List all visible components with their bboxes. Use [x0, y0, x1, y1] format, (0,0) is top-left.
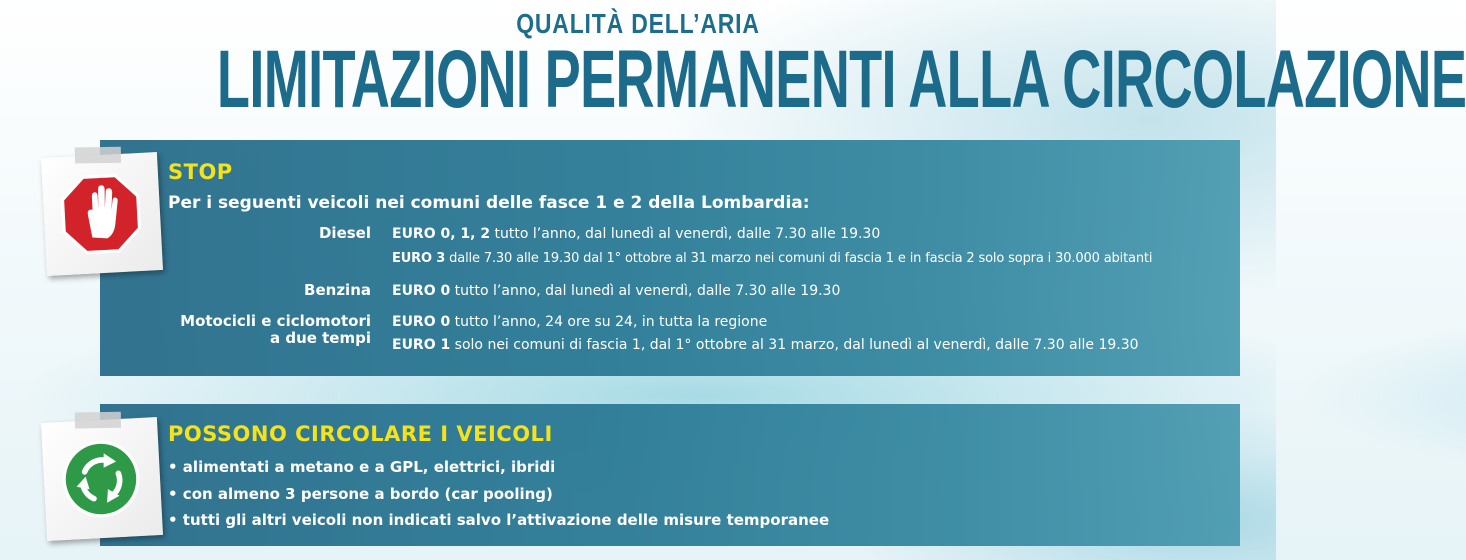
rule-diesel-euro3	[392, 251, 1152, 266]
rule-moto-euro0	[392, 314, 767, 330]
rule-diesel-euro012	[392, 226, 880, 242]
rule-text: solo nei comuni di fascia 1, dal 1° ottobre al 31 marzo, dal lunedì al venerdì, dalle 7.30 alle 19.30	[450, 337, 1139, 353]
rule-code: EURO 1	[392, 337, 451, 353]
rule-text: tutto l’anno, dal lunedì al venerdì, dalle 7.30 alle 19.30	[490, 226, 881, 242]
go-note	[41, 417, 163, 541]
tape	[75, 412, 121, 429]
category-motocicli-line2: a due tempi	[269, 329, 371, 347]
category-motocicli	[180, 313, 371, 347]
category-benzina: Benzina	[304, 281, 371, 299]
stop-subtitle: Per i seguenti veicoli nei comuni delle fasce 1 e 2 della Lombardia:	[168, 193, 810, 213]
tape	[75, 147, 121, 164]
rule-text: tutto l’anno, dal lunedì al venerdì, dalle 7.30 alle 19.30	[450, 283, 841, 299]
rule-code: EURO 0	[392, 314, 451, 330]
rule-code: EURO 0, 1, 2	[392, 226, 491, 242]
category-motocicli-line1: Motocicli e ciclomotori	[180, 312, 371, 330]
go-item-others: • tutti gli altri veicoli non indicati salvo l’attivazione delle misure temporanee	[168, 511, 830, 529]
rule-benzina-euro0	[392, 283, 840, 299]
recycle-arrows-icon	[59, 437, 143, 521]
stop-note	[41, 152, 163, 276]
rule-text: dalle 7.30 alle 19.30 dal 1° ottobre al 31 marzo nei comuni di fascia 1 e in fascia 2 solo sopra i 30.000 abitanti	[445, 251, 1153, 266]
rule-code: EURO 3	[392, 251, 446, 266]
go-item-carpooling: • con almeno 3 persone a bordo (car pooling)	[168, 485, 553, 503]
rule-text: tutto l’anno, 24 ore su 24, in tutta la regione	[450, 314, 768, 330]
category-diesel: Diesel	[318, 224, 371, 242]
page-title: LIMITAZIONI PERMANENTI ALLA CIRCOLAZIONE	[216, 34, 1466, 125]
rule-moto-euro1	[392, 337, 1139, 353]
go-heading: POSSONO CIRCOLARE I VEICOLI	[168, 422, 553, 446]
rule-code: EURO 0	[392, 283, 451, 299]
stop-hand-icon	[58, 171, 144, 257]
go-item-fuel: • alimentati a metano e a GPL, elettrici, ibridi	[168, 458, 556, 476]
stop-heading: STOP	[168, 160, 233, 184]
kicker-title: QUALITÀ DELL’ARIA	[516, 8, 760, 39]
